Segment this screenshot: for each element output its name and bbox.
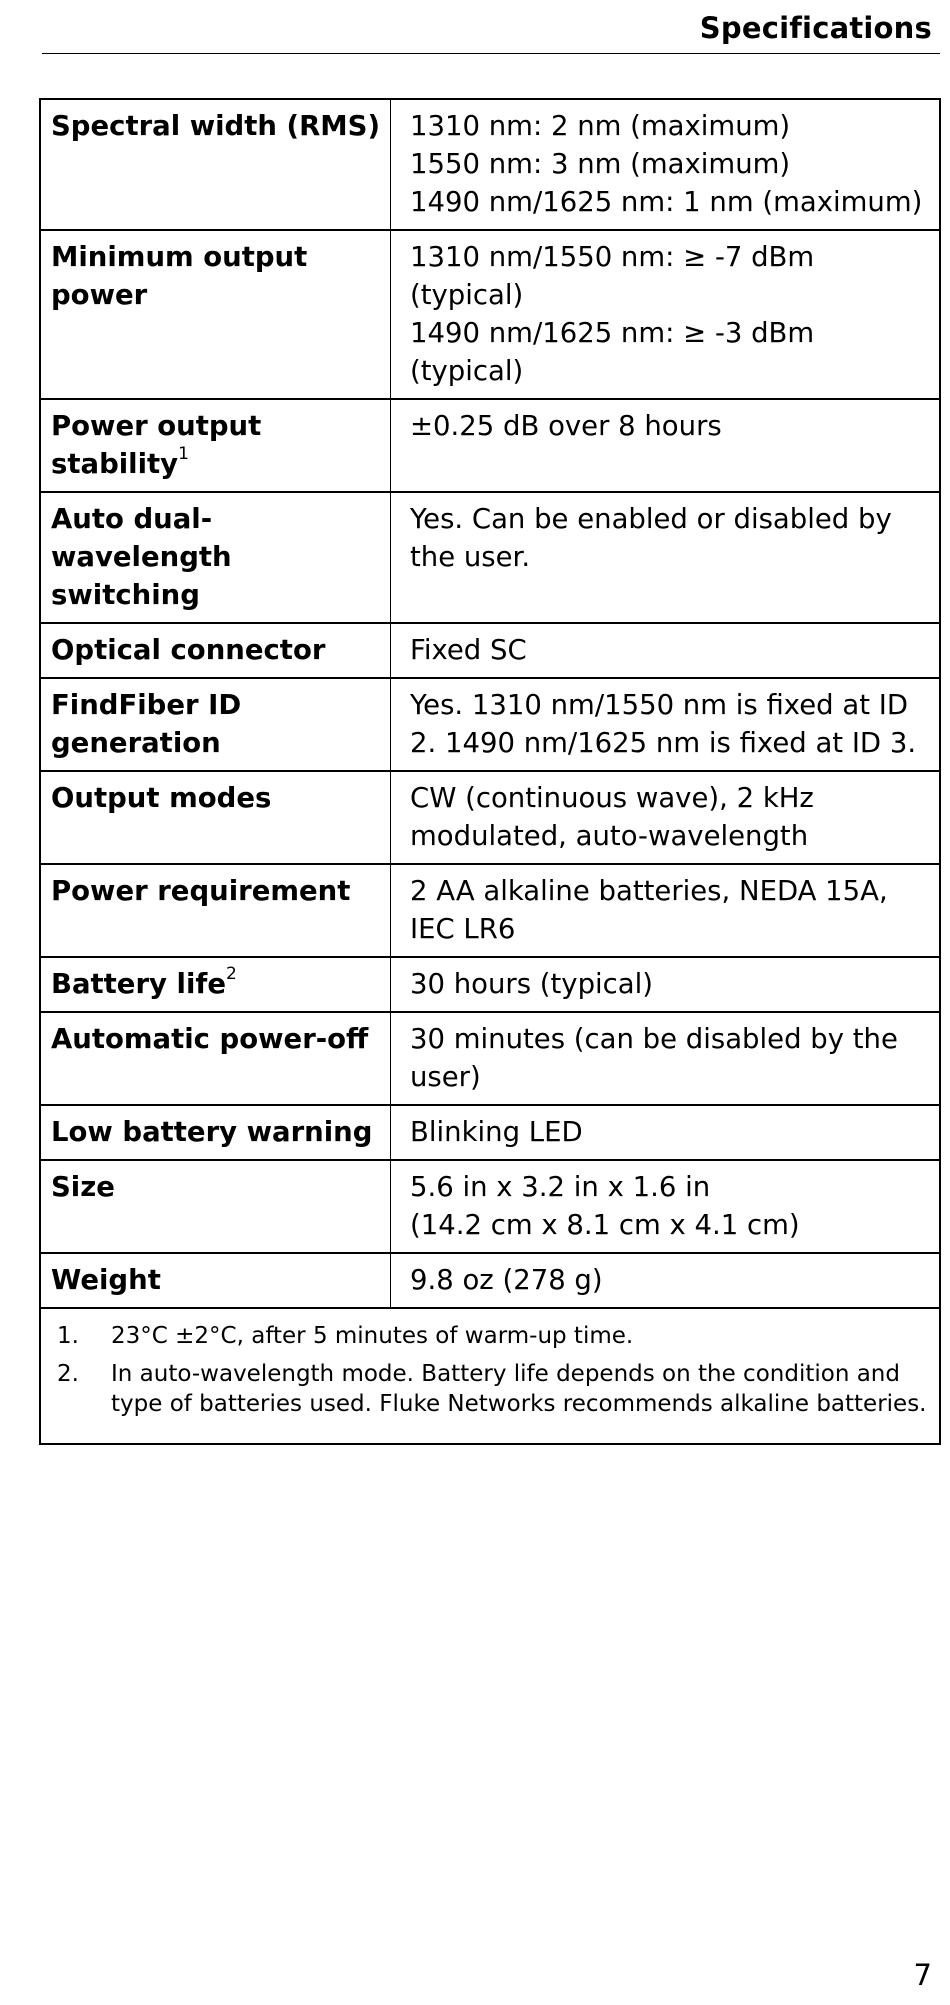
spec-value-line: Fixed SC: [410, 634, 527, 666]
spec-row: [41, 679, 939, 772]
spec-label-text: Battery life: [51, 968, 226, 1000]
spec-label-text: Size: [51, 1171, 115, 1203]
spec-label-text: Power output stability: [51, 410, 262, 480]
spec-label: [41, 772, 391, 863]
spec-value: [391, 1013, 939, 1104]
header-rule: [42, 53, 940, 54]
footnote-text: In auto-wavelength mode. Battery life depends on the condition and type of batteries used. Fluke Networks recommends alkaline batteries.: [111, 1361, 927, 1417]
spec-value: [391, 493, 939, 622]
spec-label: [41, 865, 391, 956]
spec-row: [41, 1106, 939, 1161]
footnote-reference: 2: [226, 964, 237, 984]
spec-label: [41, 1013, 391, 1104]
spec-label-text: Weight: [51, 1264, 161, 1296]
spec-row: [41, 100, 939, 231]
spec-label-text: Automatic power-off: [51, 1023, 369, 1055]
spec-value: [391, 1254, 939, 1307]
page-number: 7: [913, 1958, 932, 1992]
spec-value: [391, 679, 939, 770]
spec-value: [391, 1161, 939, 1252]
spec-row: [41, 400, 939, 493]
spec-value: [391, 865, 939, 956]
spec-value-line: 30 hours (typical): [410, 968, 654, 1000]
spec-value: [391, 400, 939, 491]
spec-label: [41, 400, 391, 491]
spec-row: [41, 958, 939, 1013]
spec-value-line: CW (continuous wave), 2 kHz modulated, auto-wavelength: [410, 782, 814, 852]
footnote-number: 2.: [57, 1361, 79, 1387]
spec-label: [41, 1106, 391, 1159]
spec-value: [391, 100, 939, 229]
spec-value-line: 1310 nm: 2 nm (maximum): [410, 110, 791, 142]
spec-value-line: Blinking LED: [410, 1116, 583, 1148]
spec-label-text: Optical connector: [51, 634, 326, 666]
spec-value-line: Yes. 1310 nm/1550 nm is fixed at ID 2. 1490 nm/1625 nm is fixed at ID 3.: [410, 689, 917, 759]
spec-value-line: 1310 nm/1550 nm: ≥ -7 dBm (typical): [410, 241, 815, 311]
spec-label: [41, 1161, 391, 1252]
spec-value-line: 1490 nm/1625 nm: ≥ -3 dBm (typical): [410, 317, 815, 387]
spec-label: [41, 679, 391, 770]
spec-label-text: Spectral width (RMS): [51, 110, 381, 142]
spec-label-text: Auto dual-wavelength switching: [51, 503, 232, 611]
footnote: [57, 1359, 927, 1419]
spec-label-text: Low battery warning: [51, 1116, 373, 1148]
spec-row: [41, 231, 939, 400]
spec-row: [41, 1013, 939, 1106]
spec-label: [41, 1254, 391, 1307]
spec-row: [41, 865, 939, 958]
spec-label-text: Output modes: [51, 782, 272, 814]
footnotes: [41, 1309, 939, 1443]
spec-label-text: FindFiber ID generation: [51, 689, 242, 759]
spec-value-line: 1550 nm: 3 nm (maximum): [410, 148, 791, 180]
spec-value-line: ±0.25 dB over 8 hours: [410, 410, 722, 442]
spec-label-text: Minimum output power: [51, 241, 308, 311]
spec-label: [41, 624, 391, 677]
spec-value-line: 9.8 oz (278 g): [410, 1264, 603, 1296]
spec-value-line: (14.2 cm x 8.1 cm x 4.1 cm): [410, 1209, 800, 1241]
spec-label-text: Power requirement: [51, 875, 351, 907]
spec-rows: [41, 100, 939, 1309]
spec-value-line: 1490 nm/1625 nm: 1 nm (maximum): [410, 186, 923, 218]
footnote-number: 1.: [57, 1323, 79, 1349]
spec-row: [41, 1254, 939, 1309]
page-header-title: Specifications: [699, 11, 932, 45]
spec-value-line: 30 minutes (can be disabled by the user): [410, 1023, 898, 1093]
footnote-text: 23°C ±2°C, after 5 minutes of warm-up time.: [111, 1323, 634, 1349]
spec-label: [41, 231, 391, 398]
spec-value-line: Yes. Can be enabled or disabled by the user.: [410, 503, 892, 573]
spec-row: [41, 772, 939, 865]
spec-value-line: 5.6 in x 3.2 in x 1.6 in: [410, 1171, 711, 1203]
spec-value: [391, 624, 939, 677]
spec-row: [41, 1161, 939, 1254]
spec-label: [41, 493, 391, 622]
spec-row: [41, 624, 939, 679]
spec-value: [391, 231, 939, 398]
spec-label: [41, 100, 391, 229]
spec-row: [41, 493, 939, 624]
spec-label: [41, 958, 391, 1011]
spec-value: [391, 1106, 939, 1159]
spec-value: [391, 958, 939, 1011]
spec-value-line: 2 AA alkaline batteries, NEDA 15A, IEC LR6: [410, 875, 888, 945]
footnote-reference: 1: [178, 444, 189, 464]
spec-value: [391, 772, 939, 863]
footnote: [57, 1321, 927, 1351]
specifications-table: [39, 98, 941, 1445]
